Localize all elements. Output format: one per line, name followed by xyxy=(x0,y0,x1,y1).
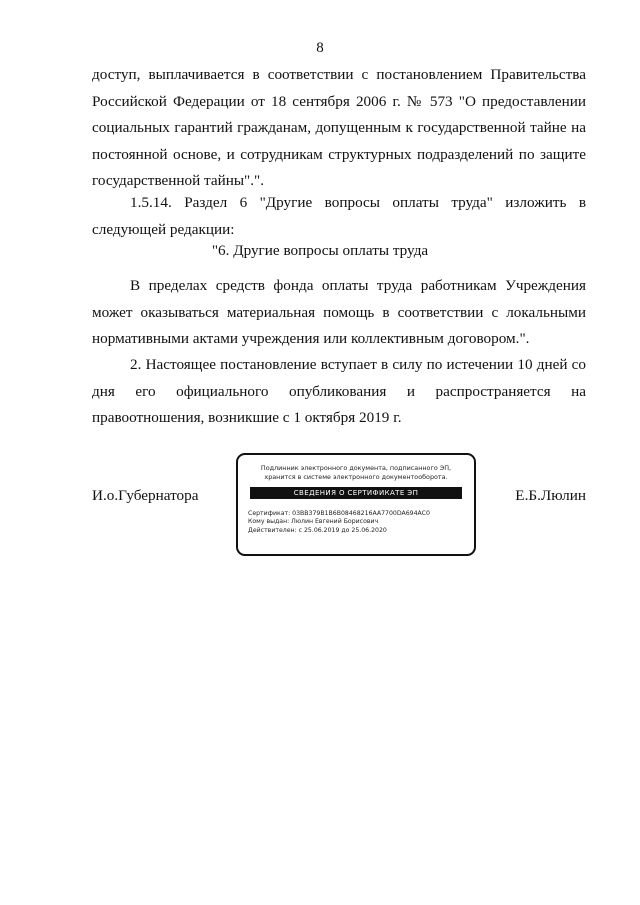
text-line: нормативными актами учреждения или коллективным договором.". xyxy=(92,330,530,347)
text-line: Российской Федерации от 18 сентября 2006 г. № 573 "О предоставлении xyxy=(92,92,586,110)
electronic-signature-stamp xyxy=(236,453,476,556)
text-line: постоянной основе, и сотрудникам структурных подразделений по защите xyxy=(92,145,586,163)
certificate-validity: Действителен: с 25.06.2019 до 25.06.2020 xyxy=(248,526,387,534)
text-line: В пределах средств фонда оплаты труда работникам Учреждения xyxy=(130,277,586,294)
signatory-name: Е.Б.Люлин xyxy=(515,487,586,504)
stamp-details xyxy=(248,510,474,535)
certificate-number: Сертификат: 03BB379B1B6B08468216AA7700DA694AC0 xyxy=(248,510,430,517)
stamp-header-line: хранится в системе электронного документооборота. xyxy=(264,473,448,481)
paragraph-effective-date xyxy=(92,352,586,432)
stamp-title: СВЕДЕНИЯ О СЕРТИФИКАТЕ ЭП xyxy=(250,487,462,499)
text-line: может оказываться материальная помощь в соответствии с локальными xyxy=(92,303,586,321)
paragraph-social-guarantees xyxy=(92,62,586,195)
stamp-header-line: Подлинник электронного документа, подписанного ЭП, xyxy=(260,464,452,472)
section-heading: "6. Другие вопросы оплаты труда xyxy=(211,242,429,259)
text-line: следующей редакции: xyxy=(92,220,235,238)
page-number: 8 xyxy=(316,40,324,56)
stamp-header xyxy=(238,464,474,482)
text-line: доступ, выплачивается в соответствии с постановлением Правительства xyxy=(92,66,586,83)
signatory-position: И.о.Губернатора xyxy=(92,487,199,504)
text-line: 2. Настоящее постановление вступает в силу по истечении 10 дней со xyxy=(130,356,586,373)
text-line: дня его официального опубликования и распространяется на xyxy=(92,382,586,400)
text-line: социальных гарантий гражданам, допущенным к государственной тайне на xyxy=(92,119,586,136)
text-line: государственной тайны".". xyxy=(92,172,265,189)
text-line: 1.5.14. Раздел 6 "Другие вопросы оплаты труда" изложить в xyxy=(130,194,586,211)
paragraph-section-6-amendment xyxy=(92,190,586,243)
certificate-owner: Кому выдан: Люлин Евгений Борисович xyxy=(248,518,379,526)
text-line: правоотношения, возникшие с 1 октября 2019 г. xyxy=(92,409,402,426)
paragraph-material-aid xyxy=(92,273,586,353)
